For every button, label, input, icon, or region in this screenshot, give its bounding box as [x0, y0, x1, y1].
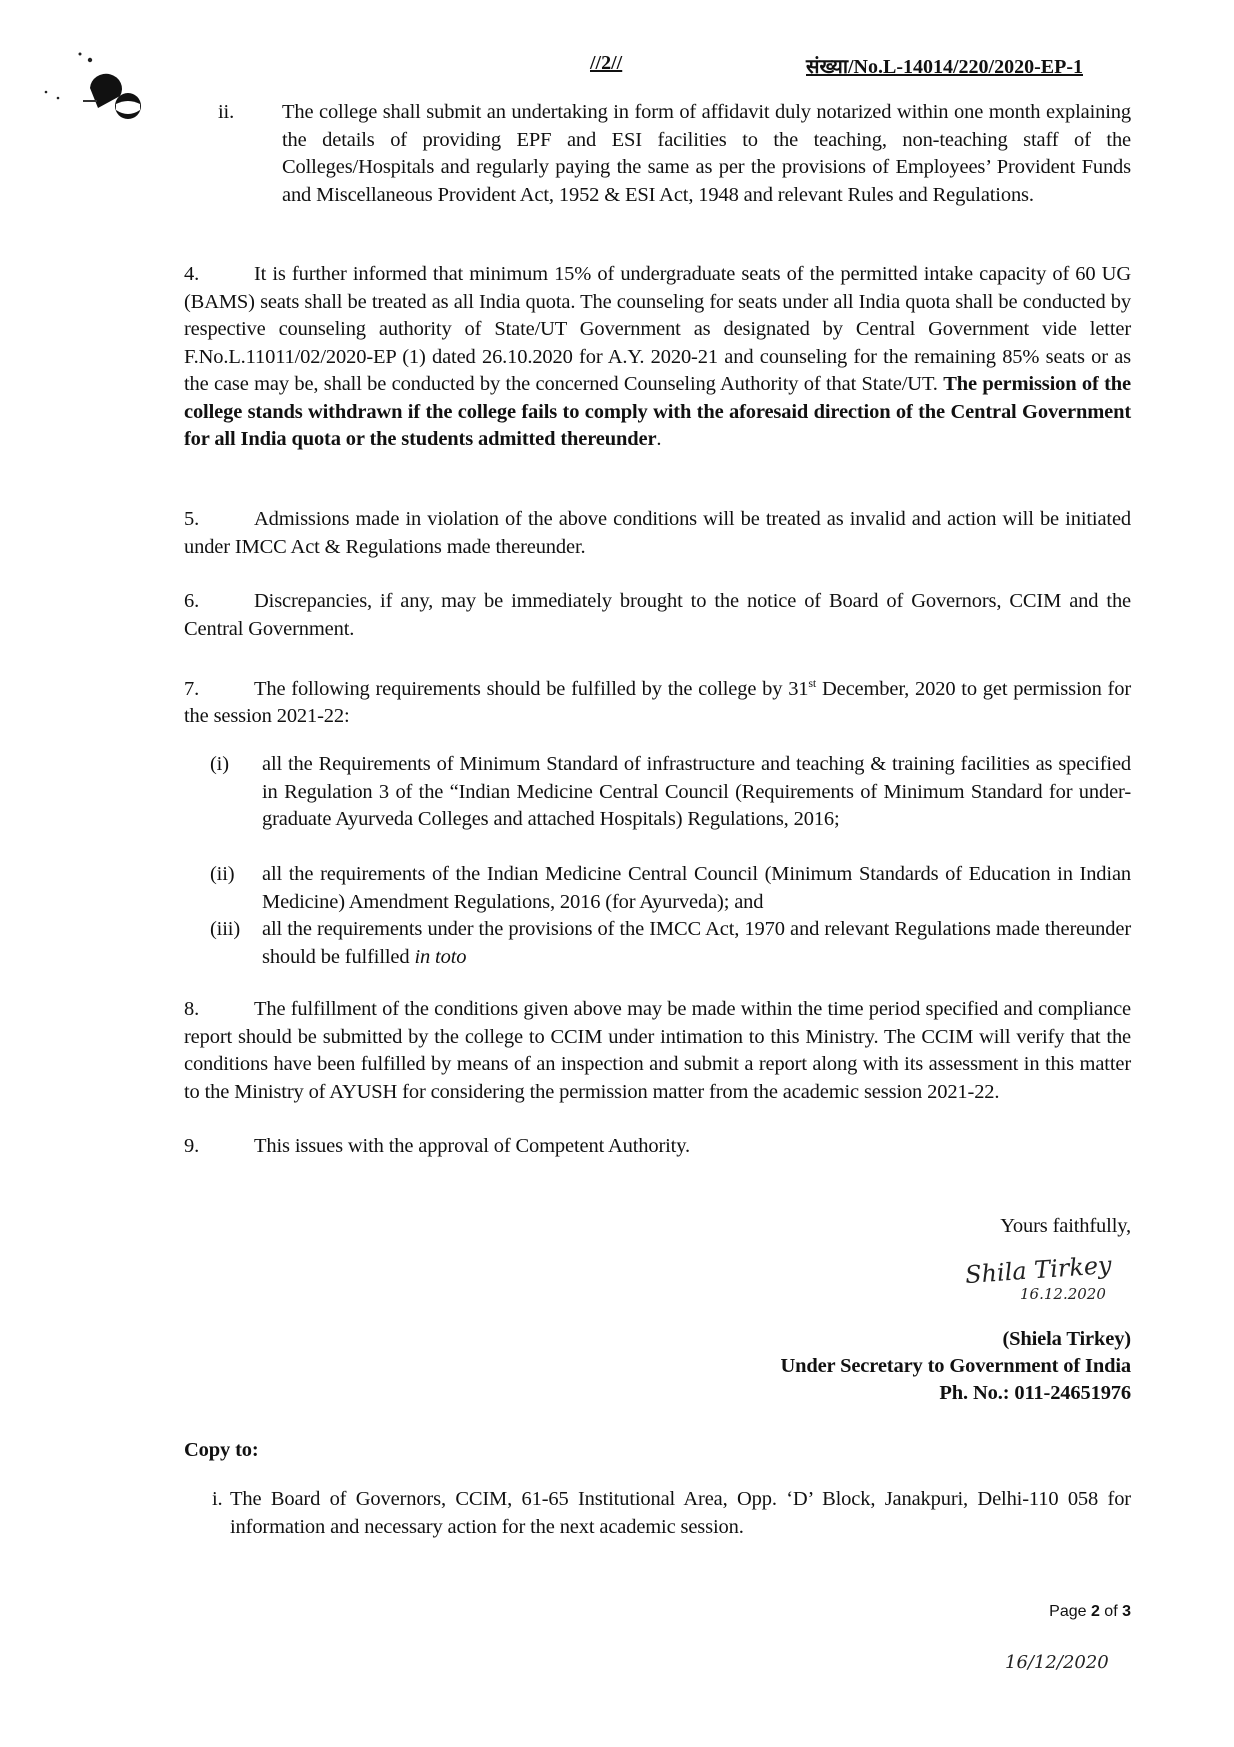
page-marker: //2// — [590, 52, 623, 74]
signature-date: 16.12.2020 — [1020, 1285, 1106, 1303]
paragraph-number: 9. — [184, 1135, 200, 1157]
paragraph-number: 4. — [184, 263, 200, 285]
paragraph-number: 6. — [184, 590, 200, 612]
reference-number: संख्या/No.L-14014/220/2020-EP-1 — [806, 56, 1083, 78]
paragraph-8: 8. The fulfillment of the conditions given above may be made within the time period specified and compliance report should be submitted by the college to CCIM under intimation to this Ministry. The CCIM will verify that the conditions have been fulfilled by means of an inspection and submit a report along with its assessment in this matter to the Ministry of AYUSH for considering the permission matter from the academic session 2021-22. — [184, 998, 1131, 1103]
signatory-name: (Shiela Tirkey) — [1002, 1328, 1131, 1350]
paragraph-number: 7. — [184, 677, 200, 700]
signatory-phone: Ph. No.: 011-24651976 — [939, 1382, 1131, 1404]
paragraph-number: 5. — [184, 508, 200, 530]
hole-punch-marks-icon — [28, 40, 158, 120]
requirement-label: (iii) — [210, 918, 240, 940]
paragraph-6: 6. Discrepancies, if any, may be immediately brought to the notice of Board of Governors, CCIM and the Central Government. — [184, 590, 1131, 640]
salutation: Yours faithfully, — [1000, 1215, 1131, 1237]
requirement-item: (ii) all the requirements of the Indian Medicine Central Council (Minimum Standards of Education in Indian Medicine) Amendment Regulations, 2016 (for Ayurveda); and — [210, 863, 1131, 913]
bold-warning: The permission of the college stands withdrawn if the college fails to comply with the aforesaid direction of the Central Government for all India quota or the students admitted thereunder — [184, 373, 1131, 450]
requirement-label: (i) — [210, 753, 229, 775]
requirement-item: (i) all the Requirements of Minimum Standard of infrastructure and teaching & training facilities as specified in Regulation 3 of the “Indian Medicine Central Council (Requirements of Minimum Standard for under-graduate Ayurveda Colleges and attached Hospitals) Regulations, 2016; — [210, 753, 1131, 830]
initials-date: 16/12/2020 — [1005, 1652, 1109, 1673]
clause-ii-label: ii. — [218, 101, 235, 123]
copy-to-label: i. — [212, 1488, 223, 1510]
signatory-designation: Under Secretary to Government of India — [780, 1355, 1131, 1377]
page-number: Page 2 of 3 — [1049, 1603, 1131, 1620]
clause-ii-text: The college shall submit an undertaking in form of affidavit duly notarized within one month explaining the details of providing EPF and ESI facilities to the teaching, non-teaching staff of the Colleges/Hospitals and regularly paying the same as per the provisions of Employees’ Provident Funds and Miscellaneous Provident Act, 1952 & ESI Act, 1948 and relevant Rules and Regulations. — [282, 101, 1131, 206]
requirement-label: (ii) — [210, 863, 235, 885]
paragraph-number: 8. — [184, 998, 200, 1020]
paragraph-7: 7. The following requirements should be fulfilled by the college by 31st December, 2020 to get permission for the session 2021-22: — [184, 676, 1131, 728]
copy-to-item: The Board of Governors, CCIM, 61-65 Institutional Area, Opp. ‘D’ Block, Janakpuri, Delhi-110 058 for information and necessary action for the next academic session. — [230, 1488, 1131, 1538]
requirement-item: (iii) all the requirements under the provisions of the IMCC Act, 1970 and relevant Regulations made thereunder should be fulfilled in toto — [210, 918, 1131, 968]
copy-to-heading: Copy to: — [184, 1439, 259, 1461]
paragraph-4: 4. It is further informed that minimum 15% of undergraduate seats of the permitted intake capacity of 60 UG (BAMS) seats shall be treated as all India quota. The counseling for seats under all India quota shall be conducted by respective counseling authority of State/UT Government as designated by Central Government vide letter F.No.L.11011/02/2020-EP (1) dated 26.10.2020 for A.Y. 2020-21 and counseling for the remaining 85% seats or as the case may be, shall be conducted by the concerned Counseling Authority of that State/UT. The permission of the college stands withdrawn if the college fails to comply with the aforesaid direction of the Central Government for all India quota or the students admitted thereunder. — [184, 263, 1131, 450]
paragraph-9: 9. This issues with the approval of Competent Authority. — [184, 1133, 1131, 1161]
paragraph-5: 5. Admissions made in violation of the above conditions will be treated as invalid and action will be initiated under IMCC Act & Regulations made thereunder. — [184, 508, 1131, 558]
signature: Shila Tirkey — [964, 1250, 1113, 1290]
